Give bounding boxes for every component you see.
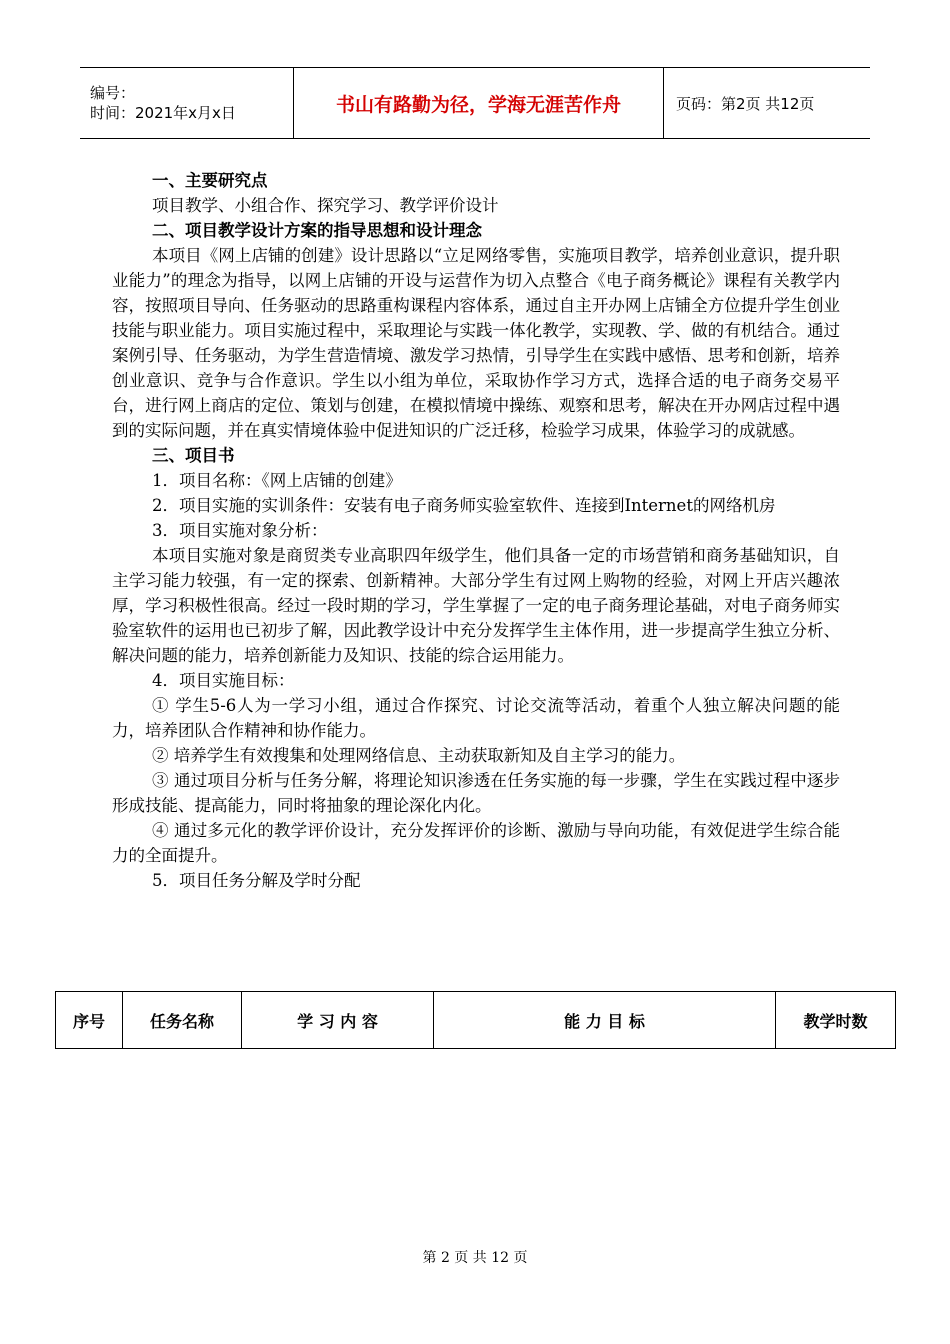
section-text-2: 本项目《网上店铺的创建》设计思路以“立足网络零售，实施项目教学，培养创业意识，提升职业能力”的理念为指导，以网上店铺的开设与运营作为切入点整合《电子商务概论》课程有关教学内容，按照项目导向、任务驱动的思路重构课程内容体系，通过自主开办网上店铺全方位提升学生创业技能与职业能力。项目实施过程中，采取理论与实践一体化教学，实现教、学、做的有机结合。通过案例引导、任务驱动，为学生营造情境、激发学习热情，引导学生在实践中感悟、思考和创新，培养创业意识、竞争与合作意识。学生以小组为单位，采取协作学习方式，选择合适的电子商务交易平台，进行网上商店的定位、策划与创建，在模拟情境中操练、观察和思考，解决在开办网店过程中遇到的实际问题，并在真实情境体验中促进知识的广泛迁移，检验学习成果，体验学习的成就感。: [112, 246, 840, 440]
header-meta: [80, 68, 294, 138]
goals-heading: 4．项目实施目标：: [152, 671, 295, 690]
section-heading-1: 一、主要研究点: [152, 171, 268, 190]
training-conditions: 2．项目实施的实训条件：安装有电子商务师实验室软件、连接到Internet的网络机房: [152, 496, 776, 515]
column-header-teaching-hours: 教学时数: [776, 992, 896, 1049]
project-name: 1．项目名称：《网上店铺的创建》: [152, 471, 402, 490]
header-motto: 书山有路勤为径，学海无涯苦作舟: [294, 68, 664, 138]
goal-item: ③ 通过项目分析与任务分解，将理论知识渗透在任务实施的每一步骤，学生在实践过程中逐步形成技能、提高能力，同时将抽象的理论深化内化。: [112, 771, 840, 815]
goal-item: ② 培养学生有效搜集和处理网络信息、主动获取新知及自主学习的能力。: [152, 746, 686, 765]
goal-item: ① 学生5-6人为一学习小组，通过合作探究、讨论交流等活动，着重个人独立解决问题的能力，培养团队合作精神和协作能力。: [112, 696, 840, 740]
table-header-row: [56, 992, 896, 1049]
task-table: [55, 991, 896, 1049]
target-analysis-heading: 3．项目实施对象分析：: [152, 521, 328, 540]
goal-item: ④ 通过多元化的教学评价设计，充分发挥评价的诊断、激励与导向功能，有效促进学生综合能力的全面提升。: [112, 821, 840, 865]
target-analysis-text: 本项目实施对象是商贸类专业高职四年级学生，他们具备一定的市场营销和商务基础知识，自主学习能力较强，有一定的探索、创新精神。大部分学生有过网上购物的经验，对网上开店兴趣浓厚，学习积极性很高。经过一段时期的学习，学生掌握了一定的电子商务理论基础，对电子商务师实验室软件的运用也已初步了解，因此教学设计中充分发挥学生主体作用，进一步提高学生独立分析、解决问题的能力，培养创新能力及知识、技能的综合运用能力。: [112, 546, 840, 665]
column-header-ability-goal: 能 力 目 标: [434, 992, 776, 1049]
task-breakdown-heading: 5．项目任务分解及学时分配: [152, 871, 361, 890]
section-heading-3: 三、项目书: [152, 446, 235, 465]
document-date: 时间：2021年x月x日: [90, 104, 236, 122]
header-page-info: 页码：第2页 共12页: [676, 94, 815, 113]
page-footer: 第 2 页 共 12 页: [422, 1250, 528, 1266]
page-header: [80, 67, 870, 139]
column-header-task-name: 任务名称: [123, 992, 242, 1049]
section-heading-2: 二、项目教学设计方案的指导思想和设计理念: [152, 221, 482, 240]
document-body: [112, 168, 840, 893]
document-number-label: 编号：: [90, 84, 136, 102]
section-text-1: 项目教学、小组合作、探究学习、教学评价设计: [152, 196, 499, 215]
column-header-learning-content: 学 习 内 容: [242, 992, 434, 1049]
column-header-index: 序号: [56, 992, 123, 1049]
